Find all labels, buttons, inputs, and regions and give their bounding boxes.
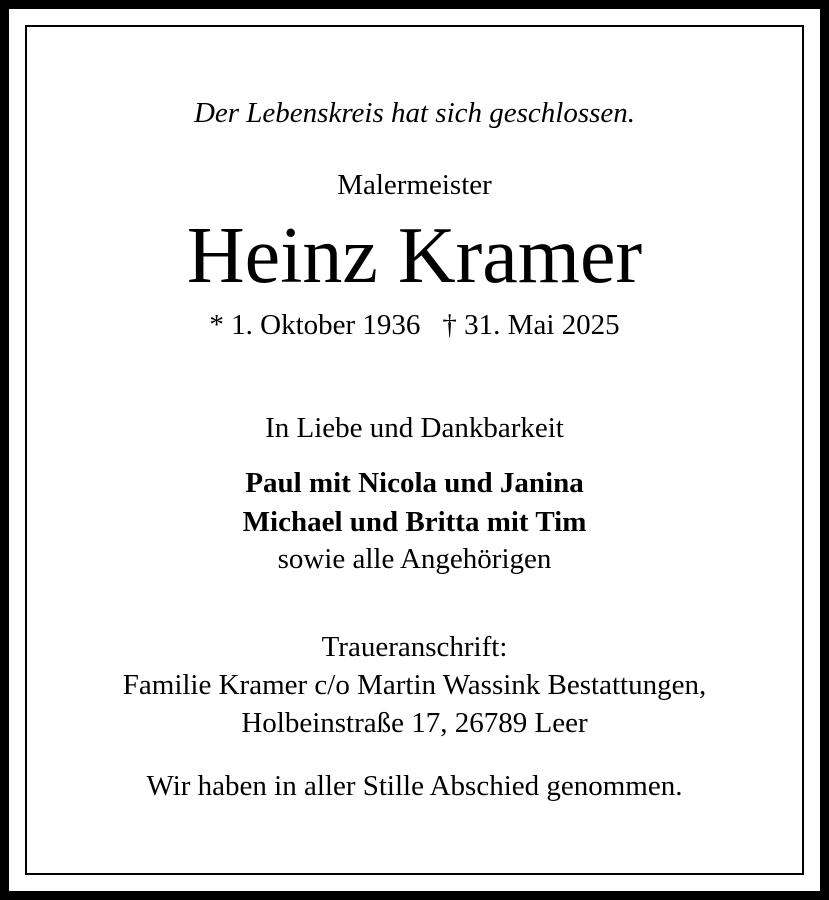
address-line: Holbeinstraße 17, 26789 Leer [241,707,588,739]
address-line: Familie Kramer c/o Martin Wassink Bestattungen, [122,669,707,701]
deceased-title: Malermeister [337,169,492,201]
motto: Der Lebenskreis hat sich geschlossen. [193,97,636,129]
address-label: Traueranschrift: [321,631,508,663]
mourner-line: Paul mit Nicola und Janina [245,467,584,499]
obituary-inner-border [25,25,804,875]
life-dates [0,311,829,340]
death-date: † 31. Mai 2025 [442,309,620,341]
birth-date: * 1. Oktober 1936 [209,309,421,341]
closing-statement: Wir haben in aller Stille Abschied genommen. [146,770,683,802]
mourner-line: sowie alle Angehörigen [277,543,552,575]
mourner-line: Michael und Britta mit Tim [242,506,587,538]
mourners-intro: In Liebe und Dankbarkeit [265,412,564,444]
deceased-name: Heinz Kramer [186,212,643,300]
